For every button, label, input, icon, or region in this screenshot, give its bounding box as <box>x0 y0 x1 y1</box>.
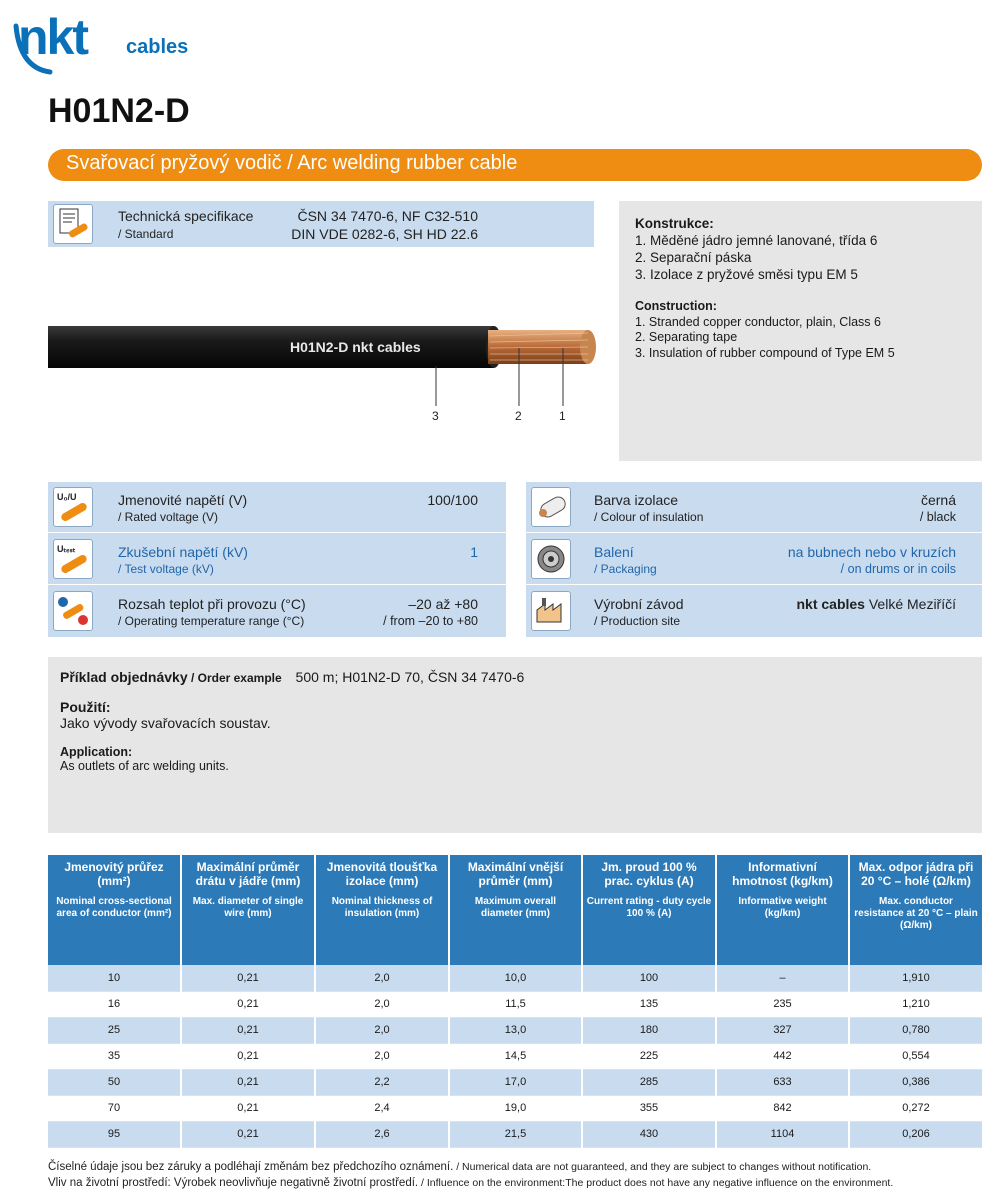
table-cell: 0,386 <box>849 1069 982 1095</box>
table-cell: 10 <box>48 965 181 991</box>
footer-line1-cz: Číselné údaje jsou bez záruky a podléhají změnám bez předchozího oznámení. <box>48 1161 454 1173</box>
spec-value: 100/100 <box>427 492 478 508</box>
table-cell: 0,21 <box>181 1017 315 1043</box>
spec-label-en: / Rated voltage (V) <box>118 510 219 524</box>
table-cell: 19,0 <box>449 1095 582 1121</box>
spec-row-temperature <box>48 586 506 637</box>
cable-printed-text: H01N2-D nkt cables <box>290 339 421 355</box>
table-cell: 35 <box>48 1043 181 1069</box>
construction-item: 1. Měděné jádro jemné lanované, třída 6 <box>635 233 878 248</box>
table-row <box>48 965 982 991</box>
table-row <box>48 1121 982 1147</box>
table-cell: 2,0 <box>315 965 449 991</box>
spec-label-en: / Operating temperature range (°C) <box>118 614 305 628</box>
standard-label: Technická specifikace <box>118 208 254 224</box>
spec-label-en: / Production site <box>594 614 681 628</box>
table-cell: 16 <box>48 991 181 1017</box>
table-cell: 0,554 <box>849 1043 982 1069</box>
spec-value <box>706 596 956 612</box>
cable-illustration <box>48 320 608 430</box>
table-cell: 225 <box>582 1043 716 1069</box>
spec-value: –20 až +80 <box>408 596 478 612</box>
table-cell: 1104 <box>716 1121 849 1147</box>
spec-label-en: / Packaging <box>594 562 657 576</box>
rated-voltage-icon <box>53 487 93 527</box>
table-cell: 50 <box>48 1069 181 1095</box>
logo-subtext: cables <box>126 36 189 58</box>
table-header: Jmenovitý průřez (mm²) Nominal cross-sectional area of conductor (mm²) <box>48 855 181 965</box>
spec-row-packaging <box>526 534 982 585</box>
standard-label-en: / Standard <box>118 227 174 241</box>
table-cell: 0,272 <box>849 1095 982 1121</box>
table-header: Informativní hmotnost (kg/km) Informative weight (kg/km) <box>716 855 849 965</box>
table-cell: 2,0 <box>315 1043 449 1069</box>
table-cell: 442 <box>716 1043 849 1069</box>
table-cell: 2,2 <box>315 1069 449 1095</box>
table-cell: 135 <box>582 991 716 1017</box>
table-cell: 2,6 <box>315 1121 449 1147</box>
order-application-panel <box>48 657 982 833</box>
table-header: Jm. proud 100 % prac. cyklus (A) Current rating - duty cycle 100 % (A) <box>582 855 716 965</box>
specs-left-panel <box>48 482 506 637</box>
order-label: Příklad objednávky <box>60 669 188 685</box>
table-row <box>48 1069 982 1095</box>
table-cell: 0,21 <box>181 1043 315 1069</box>
table-header: Maximální vnější průměr (mm) Maximum overall diameter (mm) <box>449 855 582 965</box>
table-cell: 0,21 <box>181 1095 315 1121</box>
construction-item: 1. Stranded copper conductor, plain, Class 6 <box>635 314 881 329</box>
standard-panel <box>48 201 594 247</box>
document-icon <box>53 204 93 244</box>
spec-label-en: / Test voltage (kV) <box>118 562 214 576</box>
table-cell: 0,21 <box>181 965 315 991</box>
svg-text:Uₜₑₛₜ: Uₜₑₛₜ <box>57 544 76 554</box>
temperature-icon <box>53 591 93 631</box>
construction-item: 2. Separační páska <box>635 250 752 265</box>
table-cell: 842 <box>716 1095 849 1121</box>
logo-text: nkt <box>18 9 87 65</box>
table-cell: 2,0 <box>315 991 449 1017</box>
test-voltage-icon <box>53 539 93 579</box>
footer-disclaimer <box>48 1159 988 1191</box>
production-company: nkt cables <box>796 596 865 612</box>
specs-right-panel <box>526 482 982 637</box>
construction-item: 3. Insulation of rubber compound of Type EM 5 <box>635 345 895 360</box>
table-cell: 100 <box>582 965 716 991</box>
spec-value-en: / black <box>919 510 956 524</box>
order-value: 500 m; H01N2-D 70, ČSN 34 7470-6 <box>295 669 525 685</box>
footer-line2-cz: Vliv na životní prostředí: Výrobek neovlivňuje negativně životní prostředí. <box>48 1177 419 1189</box>
use-heading: Použití: <box>60 699 111 715</box>
svg-text:U₀/U: U₀/U <box>57 492 77 502</box>
table-cell: 1,910 <box>849 965 982 991</box>
table-cell: – <box>716 965 849 991</box>
table-row <box>48 1017 982 1043</box>
spec-value: černá <box>920 492 956 508</box>
table-cell: 180 <box>582 1017 716 1043</box>
spec-label-en: / Colour of insulation <box>594 510 704 524</box>
factory-icon <box>531 591 571 631</box>
standard-value-1: ČSN 34 7470-6, NF C32-510 <box>297 208 478 224</box>
callout-3: 3 <box>432 409 439 423</box>
table-cell: 327 <box>716 1017 849 1043</box>
table-cell: 355 <box>582 1095 716 1121</box>
table-cell: 235 <box>716 991 849 1017</box>
table-row <box>48 1095 982 1121</box>
spec-label: Zkušební napětí (kV) <box>118 544 248 560</box>
application-heading: Application: <box>60 745 133 759</box>
construction-item: 3. Izolace z pryžové směsi typu EM 5 <box>635 267 858 282</box>
table-cell: 17,0 <box>449 1069 582 1095</box>
table-cell: 633 <box>716 1069 849 1095</box>
table-cell: 14,5 <box>449 1043 582 1069</box>
insulation-colour-icon <box>531 487 571 527</box>
table-cell: 11,5 <box>449 991 582 1017</box>
production-location: Velké Meziříčí <box>864 596 956 612</box>
table-cell: 95 <box>48 1121 181 1147</box>
table-cell: 285 <box>582 1069 716 1095</box>
spec-label: Rozsah teplot při provozu (°C) <box>118 596 306 612</box>
table-cell: 2,4 <box>315 1095 449 1121</box>
spec-label: Barva izolace <box>594 492 679 508</box>
application-text: As outlets of arc welding units. <box>60 759 229 773</box>
spec-value: na bubnech nebo v kruzích <box>787 544 956 560</box>
table-cell: 13,0 <box>449 1017 582 1043</box>
spec-value: 1 <box>470 544 478 560</box>
table-header: Max. odpor jádra při 20 °C – holé (Ω/km) Max. conductor resistance at 20 °C – plain (Ω/km) <box>849 855 982 965</box>
drum-icon <box>531 539 571 579</box>
spec-value-en: / from –20 to +80 <box>383 614 478 628</box>
spec-row-production-site <box>526 586 982 637</box>
cable-data-table <box>48 855 982 1148</box>
table-cell: 70 <box>48 1095 181 1121</box>
page-title: H01N2-D <box>48 92 190 130</box>
footer-line2-en: / Influence on the environment:The product does not have any negative influence on the environment. <box>418 1177 894 1189</box>
table-cell: 0,21 <box>181 1069 315 1095</box>
spec-value-en: / on drums or in coils <box>840 562 956 576</box>
table-cell: 0,206 <box>849 1121 982 1147</box>
table-cell: 2,0 <box>315 1017 449 1043</box>
table-cell: 1,210 <box>849 991 982 1017</box>
spec-row-rated-voltage <box>48 482 506 533</box>
nkt-logo <box>10 8 210 76</box>
table-cell: 25 <box>48 1017 181 1043</box>
spec-label: Jmenovité napětí (V) <box>118 492 248 508</box>
table-cell: 430 <box>582 1121 716 1147</box>
construction-item: 2. Separating tape <box>635 330 738 344</box>
construction-panel <box>619 201 982 461</box>
spec-label: Balení <box>594 544 634 560</box>
table-cell: 10,0 <box>449 965 582 991</box>
standard-value-2: DIN VDE 0282-6, SH HD 22.6 <box>291 226 478 242</box>
callout-1: 1 <box>559 409 566 423</box>
spec-row-test-voltage <box>48 534 506 585</box>
callout-2: 2 <box>515 409 522 423</box>
construction-heading-en: Construction: <box>635 299 717 313</box>
table-header: Jmenovitá tloušťka izolace (mm) Nominal thickness of insulation (mm) <box>315 855 449 965</box>
table-row <box>48 1043 982 1069</box>
construction-heading-cz: Konstrukce: <box>635 216 714 231</box>
subtitle-banner: Svařovací pryžový vodič / Arc welding rubber cable <box>48 149 982 181</box>
table-cell: 21,5 <box>449 1121 582 1147</box>
table-row <box>48 991 982 1017</box>
spec-label: Výrobní závod <box>594 596 684 612</box>
table-cell: 0,21 <box>181 991 315 1017</box>
table-cell: 0,780 <box>849 1017 982 1043</box>
spec-row-insulation-colour <box>526 482 982 533</box>
table-cell: 0,21 <box>181 1121 315 1147</box>
table-header: Maximální průměr drátu v jádře (mm) Max. diameter of single wire (mm) <box>181 855 315 965</box>
footer-line1-en: / Numerical data are not guaranteed, and they are subject to changes without notification. <box>453 1161 872 1173</box>
use-text: Jako vývody svařovacích soustav. <box>60 715 271 731</box>
order-label-en: / Order example <box>187 671 282 685</box>
